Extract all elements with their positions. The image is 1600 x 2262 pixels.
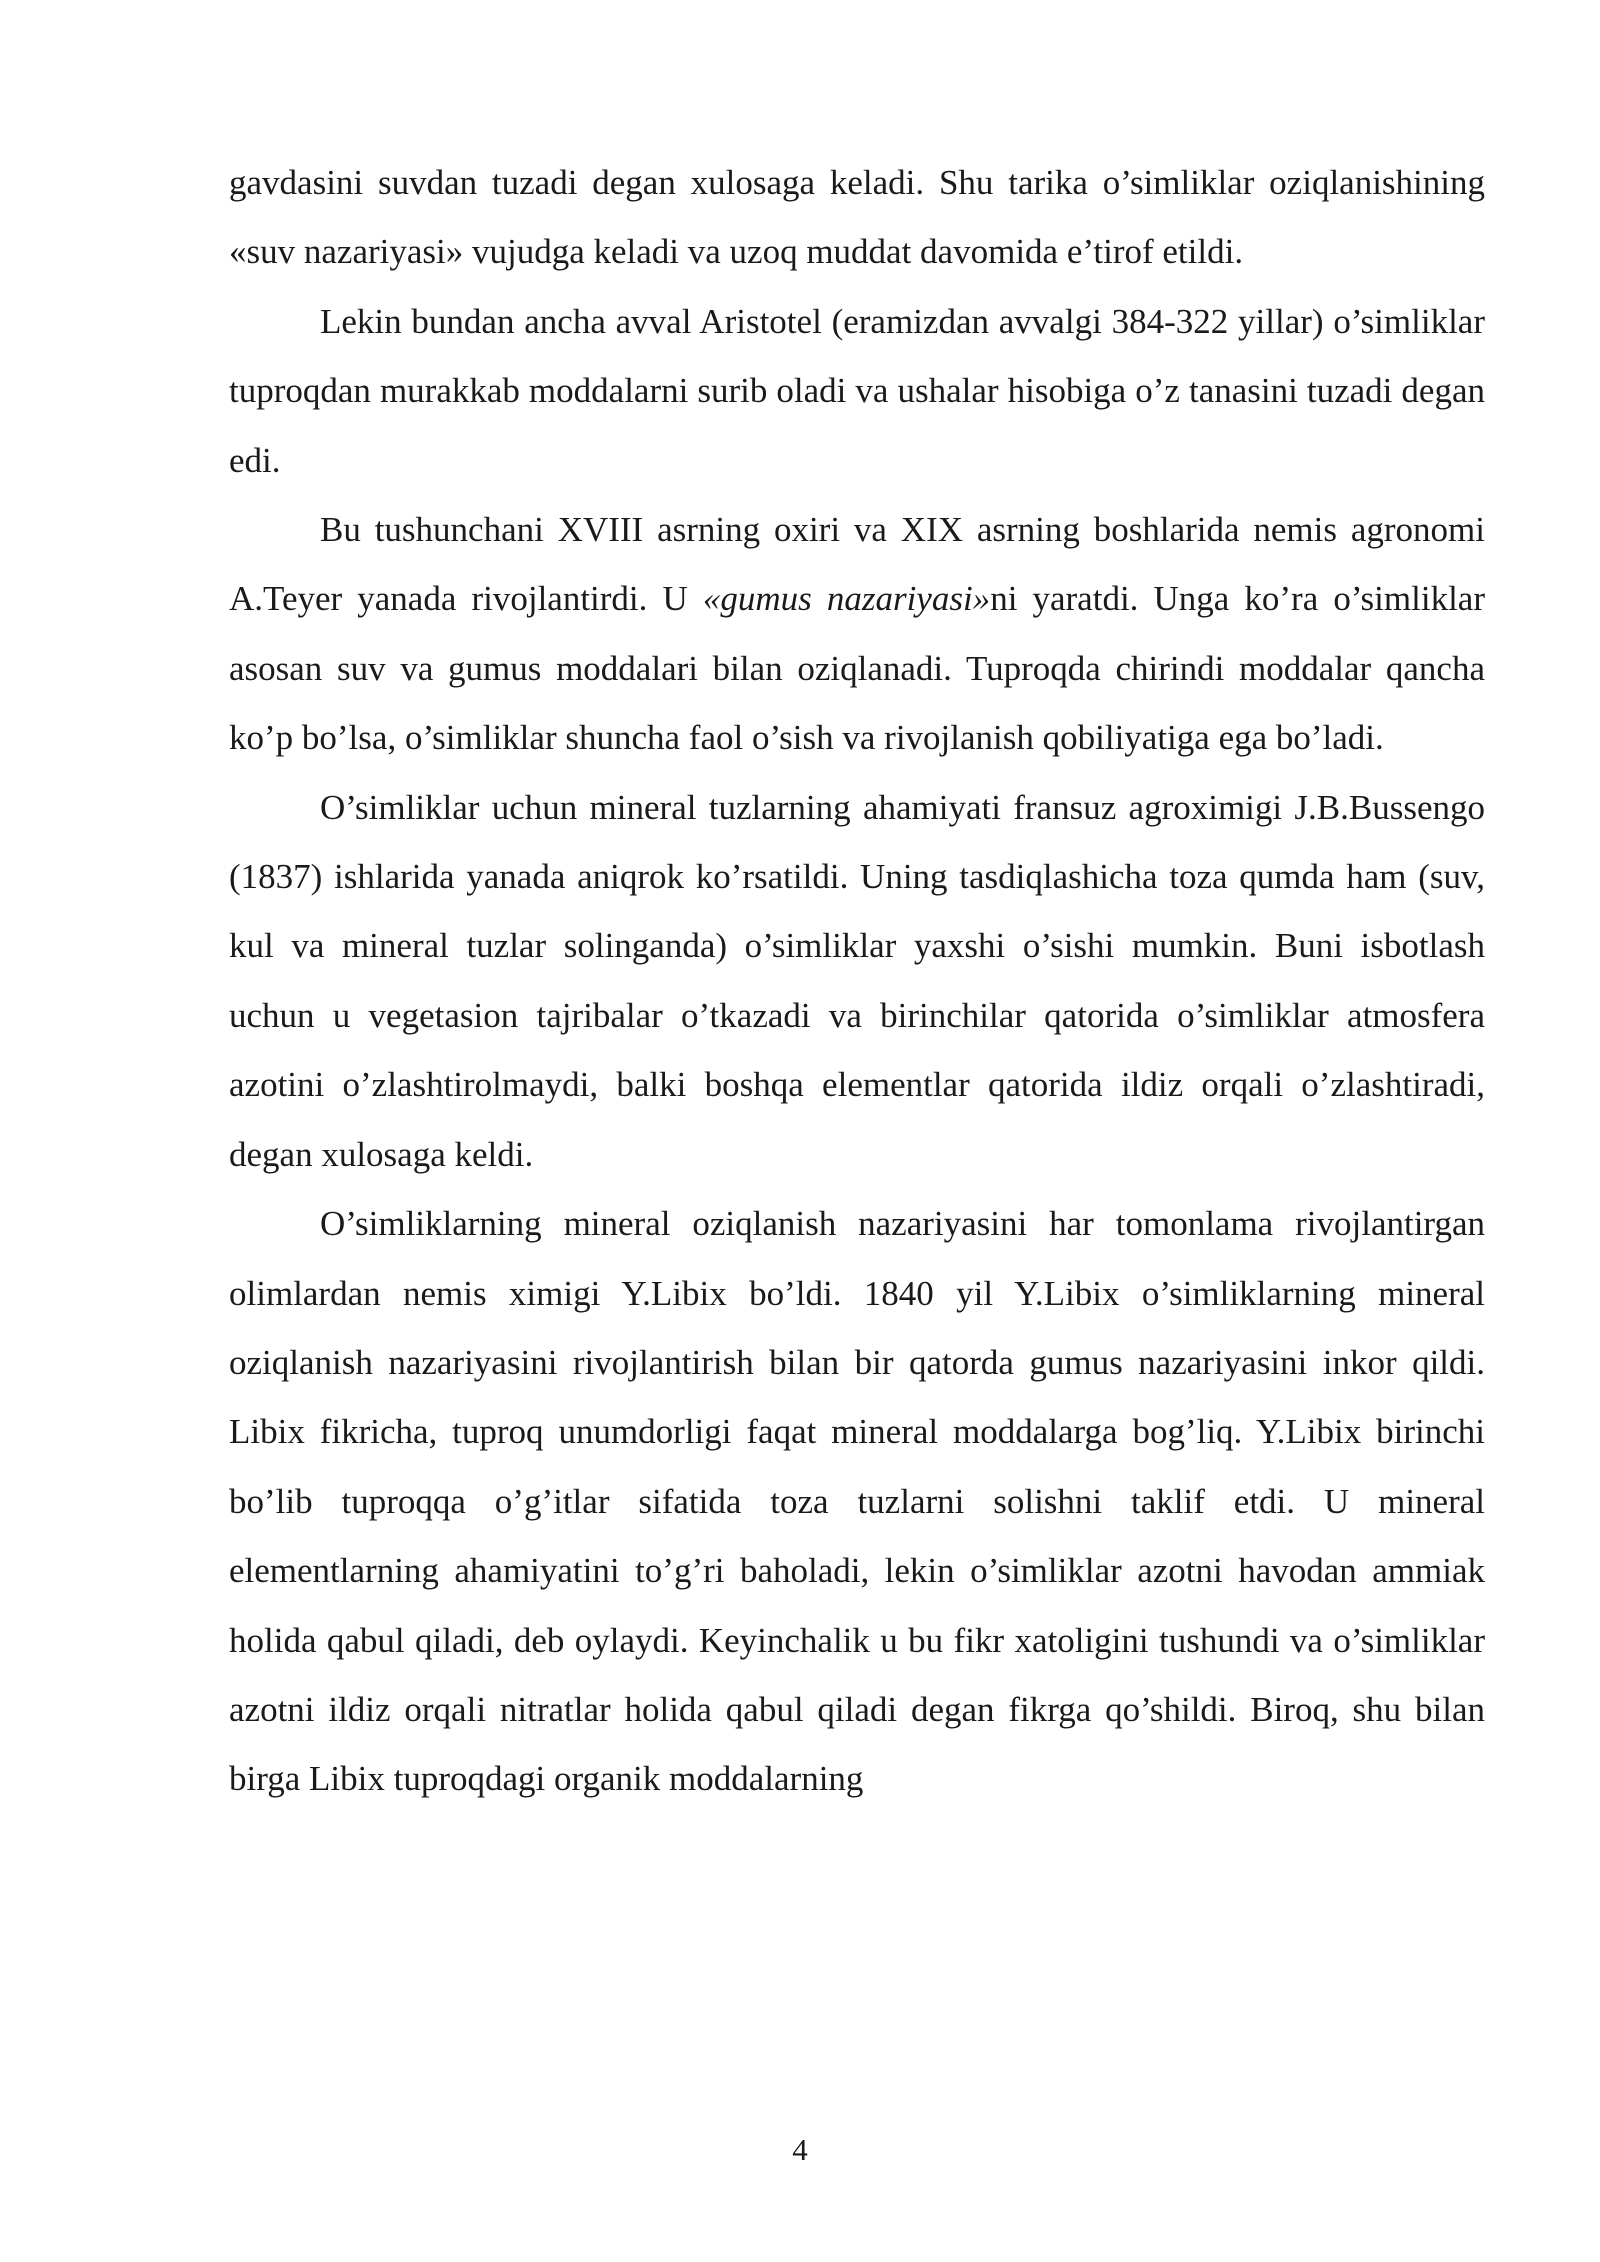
paragraph-aristotel: Lekin bundan ancha avval Aristotel (eramizdan avvalgi 384-322 yillar) o’simliklar tuproqdan murakkab moddalarni surib oladi va ushalar hisobiga o’z tanasini tuzadi degan edi. (229, 301, 1485, 480)
page-number: 4 (792, 2132, 808, 2167)
paragraph-teyer (229, 495, 1485, 773)
paragraph-continuation: gavdasini suvdan tuzadi degan xulosaga keladi. Shu tarika o’simliklar oziqlanishining «suv nazariyasi» vujudga keladi va uzoq muddat davomida e’tirof etildi. (229, 163, 1485, 272)
paragraph-bussengo: O’simliklar uchun mineral tuzlarning ahamiyati fransuz agroximigi J.B.Bussengo (1837) ishlarida yanada aniqrok ko’rsatildi. Uning tasdiqlashicha toza qumda ham (suv, kul va mineral tuzlar solinganda) o’simliklar yaxshi o’sishi mumkin. Buni isbotlash uchun u vegetasion tajribalar o’tkazadi va birinchilar qatorida o’simliklar atmosfera azotini o’zlashtirolmaydi, balki boshqa elementlar qatorida ildiz orqali o’zlashtiradi, degan xulosaga keldi. (229, 787, 1485, 1174)
document-page (229, 148, 1485, 1814)
paragraph-teyer-after: ni yaratdi. Unga ko’ra o’simliklar asosan suv va gumus moddalari bilan oziqlanadi. Tuproqda chirindi moddalar qancha ko’p bo’lsa, o’simliklar shuncha faol o’sish va rivojlanish qobiliyatiga ega bo’ladi. (229, 579, 1485, 758)
gumus-nazariyasi-term: «gumus nazariyasi» (702, 579, 991, 619)
paragraph-libix: O’simliklarning mineral oziqlanish nazariyasini har tomonlama rivojlantirgan olimlardan nemis ximigi Y.Libix bo’ldi. 1840 yil Y.Libix o’simliklarning mineral oziqlanish nazariyasini rivojlantirish bilan bir qatorda gumus nazariyasini inkor qildi. Libix fikricha, tuproq unumdorligi faqat mineral moddalarga bog’liq. Y.Libix birinchi bo’lib tuproqqa o’g’itlar sifatida toza tuzlarni solishni taklif etdi. U mineral elementlarning ahamiyatini to’g’ri baholadi, lekin o’simliklar azotni havodan ammiak holida qabul qiladi, deb oylaydi. Keyinchalik u bu fikr xatoligini tushundi va o’simliklar azotni ildiz orqali nitratlar holida qabul qiladi degan fikrga qo’shildi. Biroq, shu bilan birga Libix tuproqdagi organik moddalarning (229, 1204, 1485, 1799)
paragraph-teyer-before: Bu tushunchani XVIII asrning oxiri va XIX asrning boshlarida nemis agronomi A.Teyer yanada rivojlantirdi. U (229, 510, 1485, 619)
